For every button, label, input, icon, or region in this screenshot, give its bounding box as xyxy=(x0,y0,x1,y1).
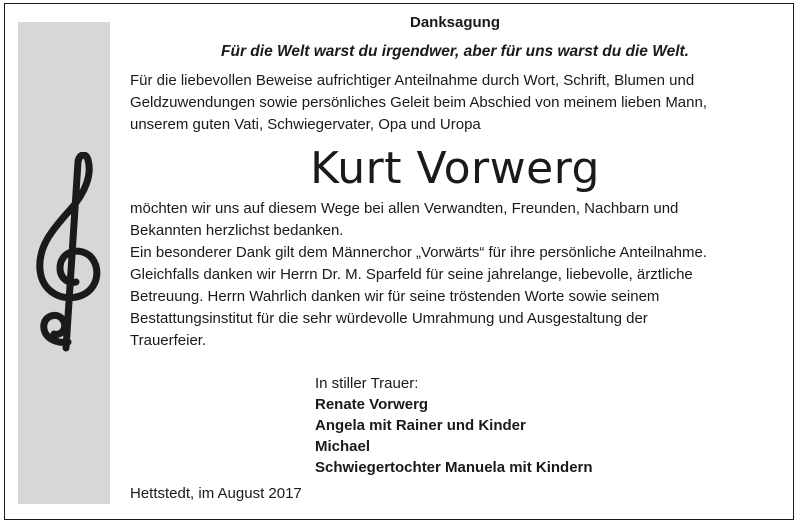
body-line: Bekannten herzlichst bedanken. xyxy=(130,222,344,239)
mourning-intro: In stiller Trauer: xyxy=(315,375,419,392)
intro-line: unserem guten Vati, Schwiegervater, Opa und Uropa xyxy=(130,116,481,133)
mourner-name: Schwiegertochter Manuela mit Kindern xyxy=(315,459,593,476)
body-line: möchten wir uns auf diesem Wege bei allen Verwandten, Freunden, Nachbarn und xyxy=(130,200,679,217)
intro-line: Für die liebevollen Beweise aufrichtiger Anteilnahme durch Wort, Schrift, Blumen und xyxy=(130,72,695,89)
intro-paragraph xyxy=(130,70,780,136)
notice-motto: Für die Welt warst du irgendwer, aber für uns warst du die Welt. xyxy=(221,43,689,60)
mourner-name: Michael xyxy=(315,438,371,455)
intro-line: Geldzuwendungen sowie persönliches Geleit beim Abschied von meinem lieben Mann, xyxy=(130,94,708,111)
body-line: Betreuung. Herrn Wahrlich danken wir für seine tröstenden Worte sowie seinem xyxy=(130,288,660,305)
body-line: Trauerfeier. xyxy=(130,332,207,349)
deceased-name: Kurt Vorwerg xyxy=(310,143,600,194)
mourners-block xyxy=(315,373,593,478)
treble-clef-icon xyxy=(26,152,106,352)
body-paragraph xyxy=(130,198,780,352)
body-line: Gleichfalls danken wir Herrn Dr. M. Sparfeld für seine jahrelange, liebevolle, ärztliche xyxy=(130,266,693,283)
place-date: Hettstedt, im August 2017 xyxy=(130,485,302,502)
mourner-name: Renate Vorwerg xyxy=(315,396,429,413)
notice-content xyxy=(130,12,780,352)
body-line: Ein besonderer Dank gilt dem Männerchor „Vorwärts“ für ihre persönliche Anteilnahme. xyxy=(130,244,707,261)
mourner-name: Angela mit Rainer und Kinder xyxy=(315,417,526,434)
notice-heading: Danksagung xyxy=(409,14,500,31)
body-line: Bestattungsinstitut für die sehr würdevolle Umrahmung und Ausgestaltung der xyxy=(130,310,648,327)
